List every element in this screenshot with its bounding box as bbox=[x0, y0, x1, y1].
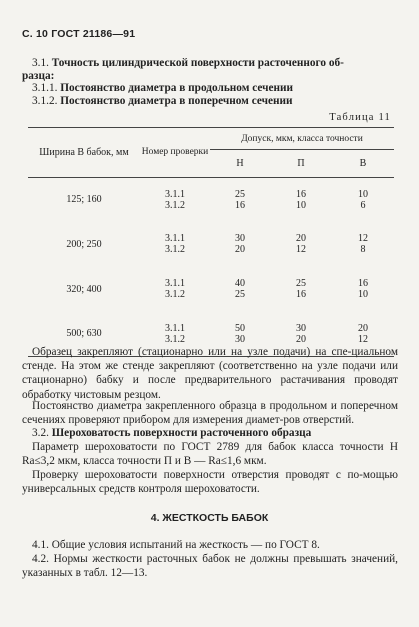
header-class-p: П bbox=[270, 150, 332, 178]
cell-width: 500; 630 bbox=[28, 312, 140, 357]
page-header: С. 10 ГОСТ 21186—91 bbox=[22, 28, 136, 40]
cell-p: 30 20 bbox=[270, 312, 332, 357]
section-3-1-title: Точность цилиндрической поверхности расточенного об- bbox=[51, 57, 344, 69]
header-class-h: Н bbox=[210, 150, 270, 178]
section-3-1-title-cont: разца: bbox=[22, 70, 55, 82]
cell-width: 200; 250 bbox=[66, 238, 102, 250]
cell-h: 50 30 bbox=[210, 312, 270, 357]
header-class-v: В bbox=[332, 150, 394, 178]
section-3-2-number: 3.2. bbox=[32, 427, 49, 439]
section-3-1-number: 3.1. bbox=[32, 57, 49, 69]
section-3-1 bbox=[32, 56, 389, 70]
cell-v: 10 6 bbox=[358, 188, 368, 211]
table-row bbox=[28, 267, 394, 312]
cell-v: 20 12 bbox=[332, 312, 394, 357]
cell-checks: 3.1.1 3.1.2 bbox=[140, 312, 210, 357]
paragraph-4-1: 4.1. Общие условия испытаний на жесткость — по ГОСТ 8. bbox=[32, 539, 320, 551]
cell-checks: 3.1.1 3.1.2 bbox=[165, 233, 185, 255]
cell-p: 25 16 bbox=[296, 278, 306, 300]
paragraph-roughness-parameter: Параметр шероховатости по ГОСТ 2789 для бабок класса точности Н Ra≤3,2 мкм, класса точности П и В — Ra≤1,6 мкм. bbox=[22, 441, 398, 468]
cell-h: 30 20 bbox=[235, 233, 245, 255]
header-width: Ширина B бабок, мм bbox=[28, 128, 140, 178]
table-row bbox=[28, 178, 394, 222]
cell-width: 320; 400 bbox=[66, 283, 102, 295]
paragraph-sample-fixing: Образец закрепляют (стационарно или на узле подачи) на спе-циальном стенде. На этом же стенде закрепляют (соответственно на узле подачи или стационарно) бабку и после предварительного растачивания проводят обработку чистовым резцом. bbox=[22, 346, 398, 401]
header-check-number: Номер проверки bbox=[140, 128, 210, 178]
section-3-1-1-title: Постоянство диаметра в продольном сечении bbox=[60, 82, 294, 94]
section-3-1-1-number: 3.1.1. bbox=[32, 82, 58, 94]
cell-h: 40 25 bbox=[235, 278, 245, 300]
paragraph-4-2: 4.2. Нормы жесткости расточных бабок не должны превышать значений, указанных в табл. 12—13. bbox=[22, 553, 398, 580]
section-3-1-2 bbox=[32, 94, 389, 108]
cell-checks: 3.1.1 3.1.2 bbox=[165, 188, 185, 211]
section-3-2 bbox=[32, 426, 389, 440]
cell-v: 16 10 bbox=[358, 278, 368, 300]
cell-width: 125; 160 bbox=[66, 194, 102, 206]
table-caption: Таблица 11 bbox=[329, 112, 391, 123]
cell-p: 16 10 bbox=[296, 188, 306, 211]
section-4-title: 4. ЖЕСТКОСТЬ БАБОК bbox=[150, 512, 269, 524]
cell-v: 12 8 bbox=[358, 233, 368, 255]
table-row bbox=[28, 222, 394, 267]
section-3-1-2-number: 3.1.2. bbox=[32, 95, 58, 107]
paragraph-roughness-check: Проверку шероховатости поверхности отверстия проводят с по-мощью универсальных средств контроля шероховатости. bbox=[22, 469, 398, 496]
header-tolerance: Допуск, мкм, класса точности bbox=[210, 128, 394, 150]
cell-p: 20 12 bbox=[296, 233, 306, 255]
cell-checks: 3.1.1 3.1.2 bbox=[165, 278, 185, 300]
cell-h: 25 16 bbox=[235, 188, 245, 211]
section-3-2-title: Шероховатость поверхности расточенного образца bbox=[51, 427, 312, 439]
tolerance-table bbox=[28, 127, 394, 357]
section-3-1-2-title: Постоянство диаметра в поперечном сечении bbox=[60, 95, 293, 107]
section-3-1-1 bbox=[32, 81, 389, 95]
paragraph-diameter-check: Постоянство диаметра закрепленного образца в продольном и поперечном сечениях проверяют прибором для измерения диамет-ров отверстий. bbox=[22, 400, 398, 427]
